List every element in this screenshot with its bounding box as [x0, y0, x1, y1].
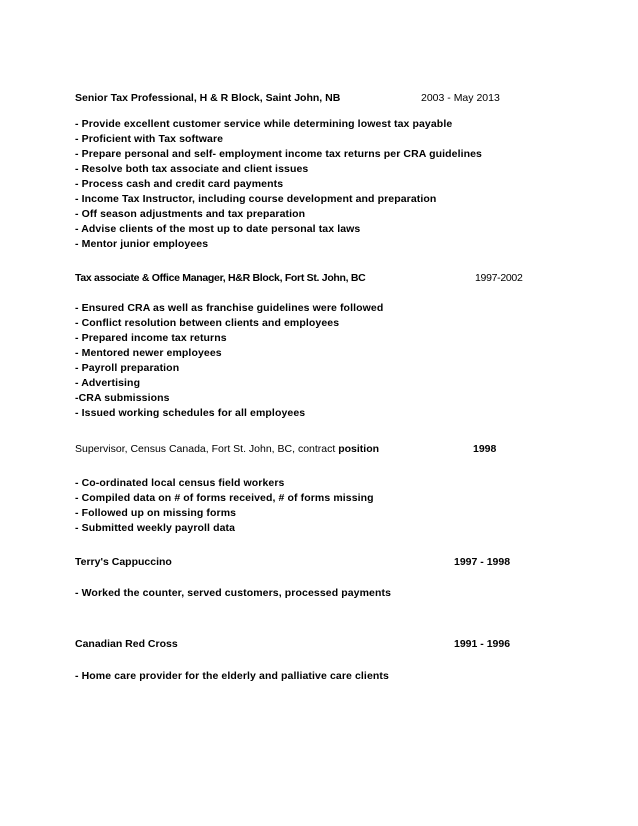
job-bullet: - Home care provider for the elderly and palliative care clients [75, 670, 389, 682]
job-bullet: - Mentored newer employees [75, 347, 222, 359]
job-dates: 1991 - 1996 [454, 638, 511, 650]
job-dates: 1997-2002 [475, 272, 523, 284]
job-title-text: Supervisor, Census Canada, Fort St. John, BC, contract [75, 443, 336, 455]
job-title: Terry's Cappuccino [75, 556, 172, 568]
job-bullet: -CRA submissions [75, 392, 170, 404]
job-bullet: - Prepared income tax returns [75, 332, 227, 344]
job-bullet: - Resolve both tax associate and client issues [75, 163, 309, 175]
job-title [75, 443, 379, 455]
job-bullet: - Provide excellent customer service while determining lowest tax payable [75, 118, 453, 130]
job-bullet: - Followed up on missing forms [75, 507, 237, 519]
job-bullet: - Advise clients of the most up to date personal tax laws [75, 223, 361, 235]
job-bullet: - Proficient with Tax software [75, 133, 224, 145]
job-bullet: - Compiled data on # of forms received, # of forms missing [75, 492, 374, 504]
job-bullet: - Co-ordinated local census field workers [75, 477, 285, 489]
job-bullet: - Ensured CRA as well as franchise guidelines were followed [75, 302, 384, 314]
job-bullet: - Prepare personal and self- employment income tax returns per CRA guidelines [75, 148, 482, 160]
job-bullet: - Payroll preparation [75, 362, 180, 374]
job-bullet: - Off season adjustments and tax preparation [75, 208, 306, 220]
job-bullet: - Income Tax Instructor, including course development and preparation [75, 193, 437, 205]
job-bullet: - Advertising [75, 377, 141, 389]
job-bullet: - Worked the counter, served customers, processed payments [75, 587, 392, 599]
job-dates: 1998 [473, 443, 497, 455]
job-bullet: - Conflict resolution between clients and employees [75, 317, 340, 329]
job-bullet: - Issued working schedules for all employees [75, 407, 306, 419]
job-title: Senior Tax Professional, H & R Block, Saint John, NB [75, 92, 341, 104]
job-title: Canadian Red Cross [75, 638, 178, 650]
job-dates: 2003 - May 2013 [421, 92, 500, 104]
job-bullet: - Mentor junior employees [75, 238, 209, 250]
job-bullet: - Process cash and credit card payments [75, 178, 284, 190]
job-bullet: - Submitted weekly payroll data [75, 522, 236, 534]
job-title-suffix: position [338, 443, 380, 455]
job-title: Tax associate & Office Manager, H&R Block, Fort St. John, BC [75, 272, 366, 284]
job-dates: 1997 - 1998 [454, 556, 511, 568]
